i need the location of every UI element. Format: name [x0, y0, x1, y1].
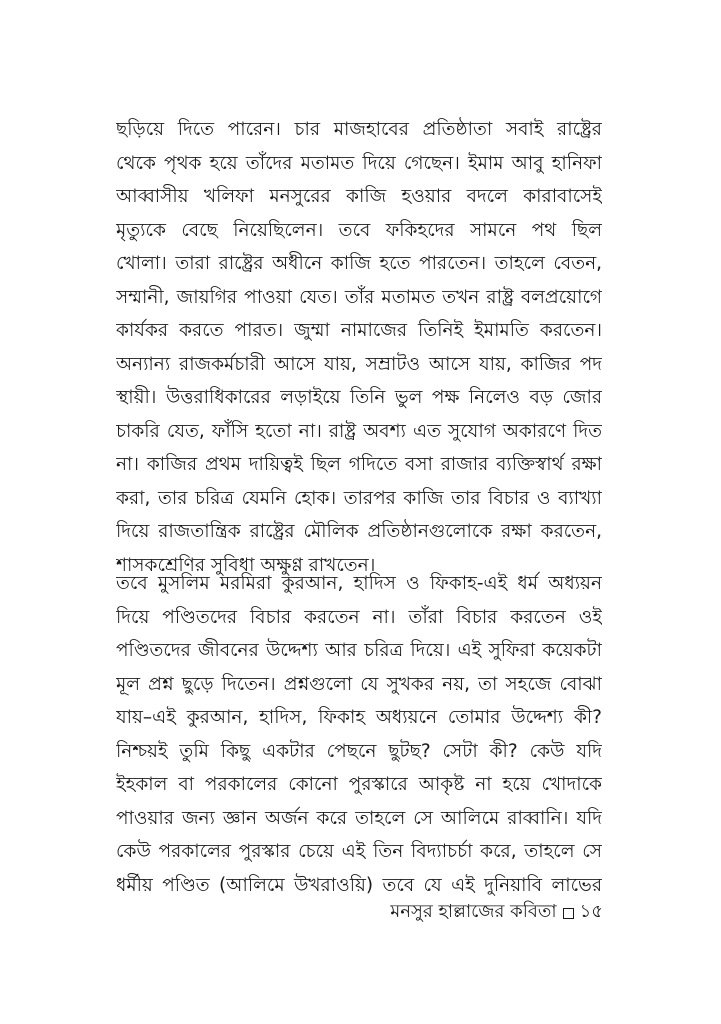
square-separator-icon	[563, 908, 574, 919]
text-line: মৃত্যুকে বেছে নিয়েছিলেন। তবে ফকিহদের সামনে পথ ছিল	[116, 219, 602, 241]
text-line: থেকে পৃথক হয়ে তাঁদের মতামত দিয়ে গেছেন। ইমাম আবু হানিফা	[116, 152, 602, 174]
page-footer	[390, 898, 603, 926]
text-line: ছড়িয়ে দিতে পারেন। চার মাজহাবের প্রতিষ্ঠাতা সবাই রাষ্ট্রের	[116, 119, 602, 140]
text-line: ইহকাল বা পরকালের কোনো পুরস্কারে আকৃষ্ট না হয়ে খোদাকে	[116, 774, 602, 795]
text-line: নিশ্চয়ই তুমি কিছু একটার পেছনে ছুটছ? সেটা কী? কেউ যদি	[116, 740, 602, 762]
text-line: দিয়ে পণ্ডিতদের বিচার করতেন না। তাঁরা বিচার করতেন ওই	[116, 606, 602, 628]
running-title: মনসুর হাল্লাজের কবিতা	[390, 901, 557, 922]
text-line: শাসকশ্রেণির সুবিধা অক্ষুণ্ণ রাখতেন।	[116, 554, 376, 576]
text-line: খোলা। তারা রাষ্ট্রের অধীনে কাজি হতে পারতেন। তাহলে বেতন,	[116, 253, 602, 274]
text-line: কার্যকর করতে পারত। জুম্মা নামাজের তিনিই ইমামতি করতেন।	[116, 320, 602, 341]
page-number: ১৫	[579, 901, 603, 922]
paragraph-2	[116, 567, 602, 902]
text-line: কেউ পরকালের পুরস্কার চেয়ে এই তিন বিদ্যাচর্চা করে, তাহলে সে	[116, 841, 602, 862]
text-line: না। কাজির প্রথম দায়িত্বই ছিল গদিতে বসা রাজার ব্যক্তিস্বার্থ রক্ষা	[116, 454, 602, 475]
paragraph-1	[116, 113, 602, 582]
text-line: ধর্মীয় পণ্ডিত (আলিমে উখরাওয়ি) তবে যে এই দুনিয়াবি লাভের	[116, 874, 602, 896]
text-line: পণ্ডিতদের জীবনের উদ্দেশ্য আর চরিত্র দিয়ে। এই সুফিরা কয়েকটা	[116, 640, 602, 661]
text-line: চাকরি যেত, ফাঁসি হতো না। রাষ্ট্র অবশ্য এত সুযোগ অকারণে দিত	[116, 420, 602, 442]
text-line: করা, তার চরিত্র যেমনি হোক। তারপর কাজি তার বিচার ও ব্যাখ্যা	[116, 487, 602, 509]
text-line: অন্যান্য রাজকর্মচারী আসে যায়, সম্রাটও আসে যায়, কাজির পদ	[116, 353, 602, 375]
text-line: পাওয়ার জন্য জ্ঞান অর্জন করে তাহলে সে আলিমে রাব্বানি। যদি	[116, 807, 602, 829]
text-line: স্থায়ী। উত্তরাধিকারের লড়াইয়ে তিনি ভুল পক্ষ নিলেও বড় জোর	[116, 387, 602, 408]
text-line: তবে মুসলিম মরমিরা কুরআন, হাদিস ও ফিকাহ-এই ধর্ম অধ্যয়ন	[116, 573, 602, 594]
text-line: সম্মানী, জায়গির পাওয়া যেত। তাঁর মতামত তখন রাষ্ট্র বলপ্রয়োগে	[116, 286, 602, 308]
text-line: আব্বাসীয় খলিফা মনসুরের কাজি হওয়ার বদলে কারাবাসেই	[116, 186, 602, 207]
text-line: মূল প্রশ্ন ছুড়ে দিতেন। প্রশ্নগুলো যে সুখকর নয়, তা সহজে বোঝা	[116, 673, 602, 695]
text-line: যায়–এই কুরআন, হাদিস, ফিকাহ অধ্যয়নে তোমার উদ্দেশ্য কী?	[116, 707, 602, 728]
text-line: দিয়ে রাজতান্ত্রিক রাষ্ট্রের মৌলিক প্রতিষ্ঠানগুলোকে রক্ষা করতেন,	[116, 521, 602, 542]
